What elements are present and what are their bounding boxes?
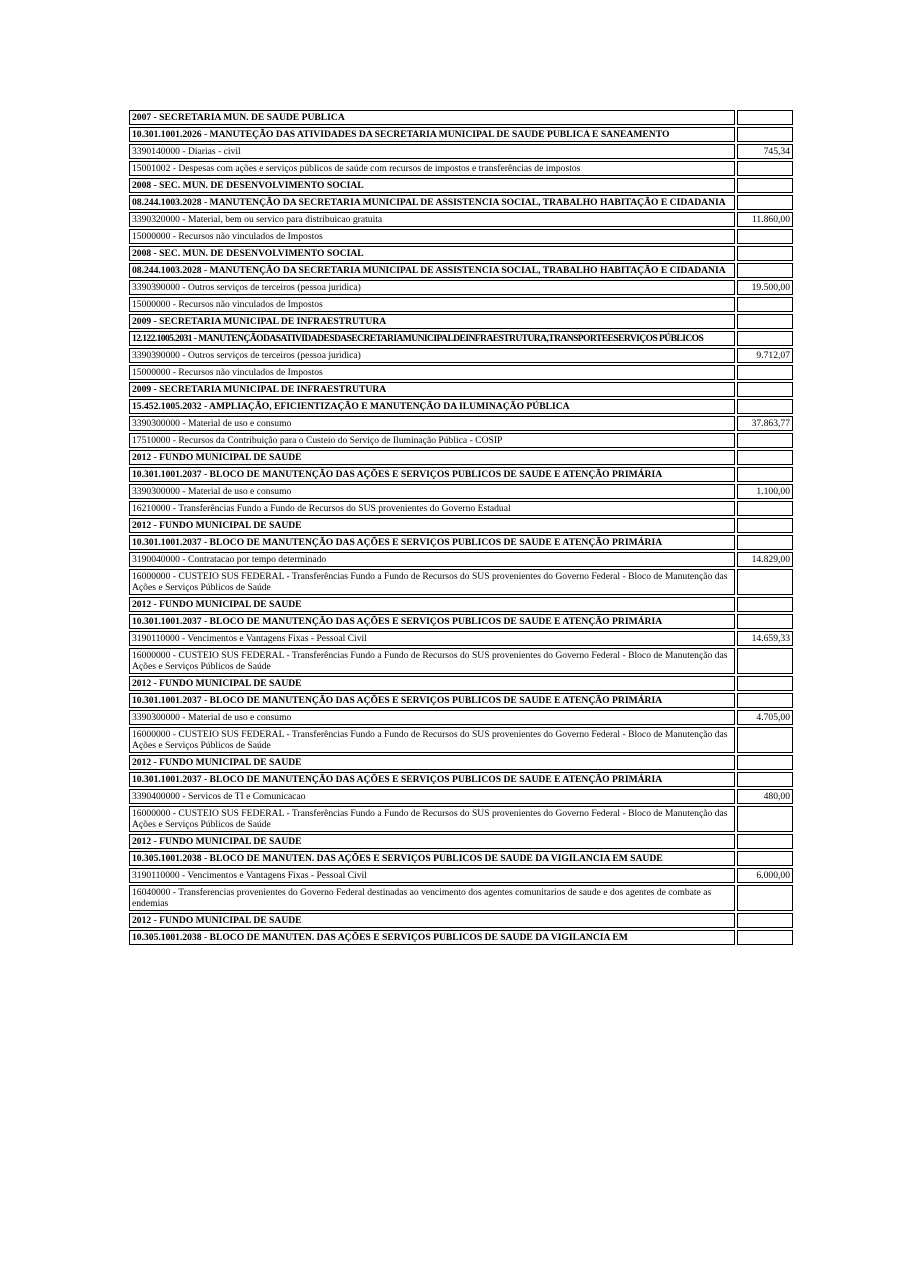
row-amount xyxy=(737,676,793,691)
table-row-heading xyxy=(129,382,793,397)
row-heading-text: 10.301.1001.2037 - BLOCO DE MANUTENÇÃO DAS AÇÕES E SERVIÇOS PUBLICOS DE SAUDE E ATENÇÃO PRIMÁRIA xyxy=(129,535,735,550)
row-description: 3390390000 - Outros serviços de terceiros (pessoa juridica) xyxy=(129,348,735,363)
table-row-heading xyxy=(129,246,793,261)
table-row xyxy=(129,868,793,883)
row-amount xyxy=(737,648,793,674)
row-amount xyxy=(737,806,793,832)
row-amount xyxy=(737,772,793,787)
row-amount xyxy=(737,501,793,516)
row-heading-text: 2012 - FUNDO MUNICIPAL DE SAUDE xyxy=(129,518,735,533)
budget-table xyxy=(127,108,795,947)
row-heading-text: 08.244.1003.2028 - MANUTENÇÃO DA SECRETARIA MUNICIPAL DE ASSISTENCIA SOCIAL, TRABALHO HABITAÇÃO E CIDADANIA xyxy=(129,263,735,278)
row-description: 15000000 - Recursos não vinculados de Impostos xyxy=(129,297,735,312)
table-row xyxy=(129,885,793,911)
row-heading-text: 10.301.1001.2037 - BLOCO DE MANUTENÇÃO DAS AÇÕES E SERVIÇOS PUBLICOS DE SAUDE E ATENÇÃO PRIMÁRIA xyxy=(129,467,735,482)
row-heading-text: 2012 - FUNDO MUNICIPAL DE SAUDE xyxy=(129,597,735,612)
table-row xyxy=(129,806,793,832)
row-description: 3190110000 - Vencimentos e Vantagens Fixas - Pessoal Civil xyxy=(129,631,735,646)
table-row-heading xyxy=(129,110,793,125)
row-amount: 745,34 xyxy=(737,144,793,159)
table-row xyxy=(129,727,793,753)
row-amount xyxy=(737,297,793,312)
row-amount xyxy=(737,755,793,770)
row-amount xyxy=(737,851,793,866)
row-heading-text: 2012 - FUNDO MUNICIPAL DE SAUDE xyxy=(129,450,735,465)
table-row-heading xyxy=(129,676,793,691)
budget-table-body xyxy=(129,110,793,945)
table-row xyxy=(129,365,793,380)
table-row-heading xyxy=(129,614,793,629)
table-row xyxy=(129,416,793,431)
row-description: 17510000 - Recursos da Contribuição para o Custeio do Serviço de Iluminação Pública - COSIP xyxy=(129,433,735,448)
row-description: 3390300000 - Material de uso e consumo xyxy=(129,710,735,725)
row-amount xyxy=(737,450,793,465)
table-row-heading xyxy=(129,331,793,346)
table-row-heading xyxy=(129,399,793,414)
row-amount: 19.500,00 xyxy=(737,280,793,295)
row-amount xyxy=(737,569,793,595)
row-description: 16000000 - CUSTEIO SUS FEDERAL - Transferências Fundo a Fundo de Recursos do SUS provenientes do Governo Federal - Bloco de Manutenção das Ações e Serviços Públicos de Saúde xyxy=(129,569,735,595)
row-description: 3190040000 - Contratacao por tempo determinado xyxy=(129,552,735,567)
row-amount xyxy=(737,834,793,849)
row-amount xyxy=(737,597,793,612)
row-amount xyxy=(737,178,793,193)
row-heading-text: 2009 - SECRETARIA MUNICIPAL DE INFRAESTRUTURA xyxy=(129,314,735,329)
row-amount xyxy=(737,161,793,176)
table-row-heading xyxy=(129,913,793,928)
row-amount: 1.100,00 xyxy=(737,484,793,499)
table-row xyxy=(129,648,793,674)
table-row xyxy=(129,348,793,363)
table-row xyxy=(129,552,793,567)
table-row xyxy=(129,212,793,227)
table-row-heading xyxy=(129,467,793,482)
row-amount xyxy=(737,727,793,753)
row-heading-text: 08.244.1003.2028 - MANUTENÇÃO DA SECRETARIA MUNICIPAL DE ASSISTENCIA SOCIAL, TRABALHO HABITAÇÃO E CIDADANIA xyxy=(129,195,735,210)
row-heading-text: 12.122.1005.2031 - MANUTENÇÃODASATIVIDADESDASECRETARIAMUNICIPALDEINFRAESTRUTURA,TRANSPORTEESERVIÇOS PÚBLICOS xyxy=(129,331,735,346)
row-amount: 14.659,33 xyxy=(737,631,793,646)
row-amount xyxy=(737,382,793,397)
row-heading-text: 10.301.1001.2037 - BLOCO DE MANUTENÇÃO DAS AÇÕES E SERVIÇOS PUBLICOS DE SAUDE E ATENÇÃO PRIMÁRIA xyxy=(129,693,735,708)
row-amount: 6.000,00 xyxy=(737,868,793,883)
table-row xyxy=(129,631,793,646)
row-heading-text: 10.301.1001.2026 - MANUTEÇÃO DAS ATIVIDADES DA SECRETARIA MUNICIPAL DE SAUDE PUBLICA E SANEAMENTO xyxy=(129,127,735,142)
row-amount xyxy=(737,110,793,125)
row-heading-text: 2012 - FUNDO MUNICIPAL DE SAUDE xyxy=(129,913,735,928)
row-amount xyxy=(737,399,793,414)
row-description: 15001002 - Despesas com ações e serviços públicos de saúde com recursos de impostos e transferências de impostos xyxy=(129,161,735,176)
table-row-heading xyxy=(129,755,793,770)
table-row xyxy=(129,297,793,312)
table-row-heading xyxy=(129,535,793,550)
table-row-heading xyxy=(129,597,793,612)
table-row xyxy=(129,229,793,244)
row-heading-text: 2012 - FUNDO MUNICIPAL DE SAUDE xyxy=(129,676,735,691)
row-amount xyxy=(737,127,793,142)
table-row xyxy=(129,484,793,499)
table-row-heading xyxy=(129,772,793,787)
table-row xyxy=(129,144,793,159)
table-row xyxy=(129,501,793,516)
row-amount xyxy=(737,535,793,550)
table-row-heading xyxy=(129,178,793,193)
row-amount: 14.829,00 xyxy=(737,552,793,567)
table-row-heading xyxy=(129,314,793,329)
table-row xyxy=(129,789,793,804)
table-row-heading xyxy=(129,518,793,533)
table-row xyxy=(129,710,793,725)
row-heading-text: 10.305.1001.2038 - BLOCO DE MANUTEN. DAS AÇÕES E SERVIÇOS PUBLICOS DE SAUDE DA VIGILANCIA EM xyxy=(129,930,735,945)
table-row xyxy=(129,433,793,448)
row-heading-text: 2008 - SEC. MUN. DE DESENVOLVIMENTO SOCIAL xyxy=(129,246,735,261)
table-row-heading xyxy=(129,834,793,849)
table-row-heading xyxy=(129,851,793,866)
row-heading-text: 10.301.1001.2037 - BLOCO DE MANUTENÇÃO DAS AÇÕES E SERVIÇOS PUBLICOS DE SAUDE E ATENÇÃO PRIMÁRIA xyxy=(129,614,735,629)
row-heading-text: 15.452.1005.2032 - AMPLIAÇÃO, EFICIENTIZAÇÃO E MANUTENÇÃO DA ILUMINAÇÃO PÚBLICA xyxy=(129,399,735,414)
row-description: 15000000 - Recursos não vinculados de Impostos xyxy=(129,365,735,380)
table-row-heading xyxy=(129,930,793,945)
row-description: 15000000 - Recursos não vinculados de Impostos xyxy=(129,229,735,244)
row-heading-text: 2009 - SECRETARIA MUNICIPAL DE INFRAESTRUTURA xyxy=(129,382,735,397)
row-description: 3390300000 - Material de uso e consumo xyxy=(129,484,735,499)
row-heading-text: 10.301.1001.2037 - BLOCO DE MANUTENÇÃO DAS AÇÕES E SERVIÇOS PUBLICOS DE SAUDE E ATENÇÃO PRIMÁRIA xyxy=(129,772,735,787)
row-description: 16000000 - CUSTEIO SUS FEDERAL - Transferências Fundo a Fundo de Recursos do SUS provenientes do Governo Federal - Bloco de Manutenção das Ações e Serviços Públicos de Saúde xyxy=(129,806,735,832)
row-description: 3390140000 - Diarias - civil xyxy=(129,144,735,159)
row-amount xyxy=(737,314,793,329)
table-row xyxy=(129,280,793,295)
table-row-heading xyxy=(129,450,793,465)
row-amount xyxy=(737,195,793,210)
table-row-heading xyxy=(129,195,793,210)
row-amount: 37.863,77 xyxy=(737,416,793,431)
row-description: 3390300000 - Material de uso e consumo xyxy=(129,416,735,431)
row-amount xyxy=(737,229,793,244)
row-amount xyxy=(737,263,793,278)
row-heading-text: 2012 - FUNDO MUNICIPAL DE SAUDE xyxy=(129,755,735,770)
row-heading-text: 2007 - SECRETARIA MUN. DE SAUDE PUBLICA xyxy=(129,110,735,125)
row-heading-text: 2012 - FUNDO MUNICIPAL DE SAUDE xyxy=(129,834,735,849)
row-amount xyxy=(737,433,793,448)
row-amount xyxy=(737,614,793,629)
table-row-heading xyxy=(129,263,793,278)
table-row xyxy=(129,569,793,595)
row-amount: 4.705,00 xyxy=(737,710,793,725)
row-description: 16000000 - CUSTEIO SUS FEDERAL - Transferências Fundo a Fundo de Recursos do SUS provenientes do Governo Federal - Bloco de Manutenção das Ações e Serviços Públicos de Saúde xyxy=(129,727,735,753)
table-row xyxy=(129,161,793,176)
row-amount: 480,00 xyxy=(737,789,793,804)
row-description: 3390320000 - Material, bem ou servico para distribuicao gratuita xyxy=(129,212,735,227)
row-description: 3390400000 - Servicos de TI e Comunicacao xyxy=(129,789,735,804)
row-description: 3390390000 - Outros serviços de terceiros (pessoa juridica) xyxy=(129,280,735,295)
row-amount xyxy=(737,467,793,482)
row-amount xyxy=(737,518,793,533)
row-amount xyxy=(737,913,793,928)
row-heading-text: 2008 - SEC. MUN. DE DESENVOLVIMENTO SOCIAL xyxy=(129,178,735,193)
row-description: 16040000 - Transferencias provenientes do Governo Federal destinadas ao vencimento dos agentes comunitarios de saude e dos agentes de combate as endemias xyxy=(129,885,735,911)
row-amount xyxy=(737,885,793,911)
row-description: 3190110000 - Vencimentos e Vantagens Fixas - Pessoal Civil xyxy=(129,868,735,883)
table-row-heading xyxy=(129,127,793,142)
row-amount: 9.712,07 xyxy=(737,348,793,363)
row-description: 16210000 - Transferências Fundo a Fundo de Recursos do SUS provenientes do Governo Estadual xyxy=(129,501,735,516)
row-heading-text: 10.305.1001.2038 - BLOCO DE MANUTEN. DAS AÇÕES E SERVIÇOS PUBLICOS DE SAUDE DA VIGILANCIA EM SAUDE xyxy=(129,851,735,866)
row-amount xyxy=(737,693,793,708)
row-amount xyxy=(737,246,793,261)
row-description: 16000000 - CUSTEIO SUS FEDERAL - Transferências Fundo a Fundo de Recursos do SUS provenientes do Governo Federal - Bloco de Manutenção das Ações e Serviços Públicos de Saúde xyxy=(129,648,735,674)
row-amount xyxy=(737,365,793,380)
row-amount: 11.860,00 xyxy=(737,212,793,227)
table-row-heading xyxy=(129,693,793,708)
row-amount xyxy=(737,930,793,945)
row-amount xyxy=(737,331,793,346)
